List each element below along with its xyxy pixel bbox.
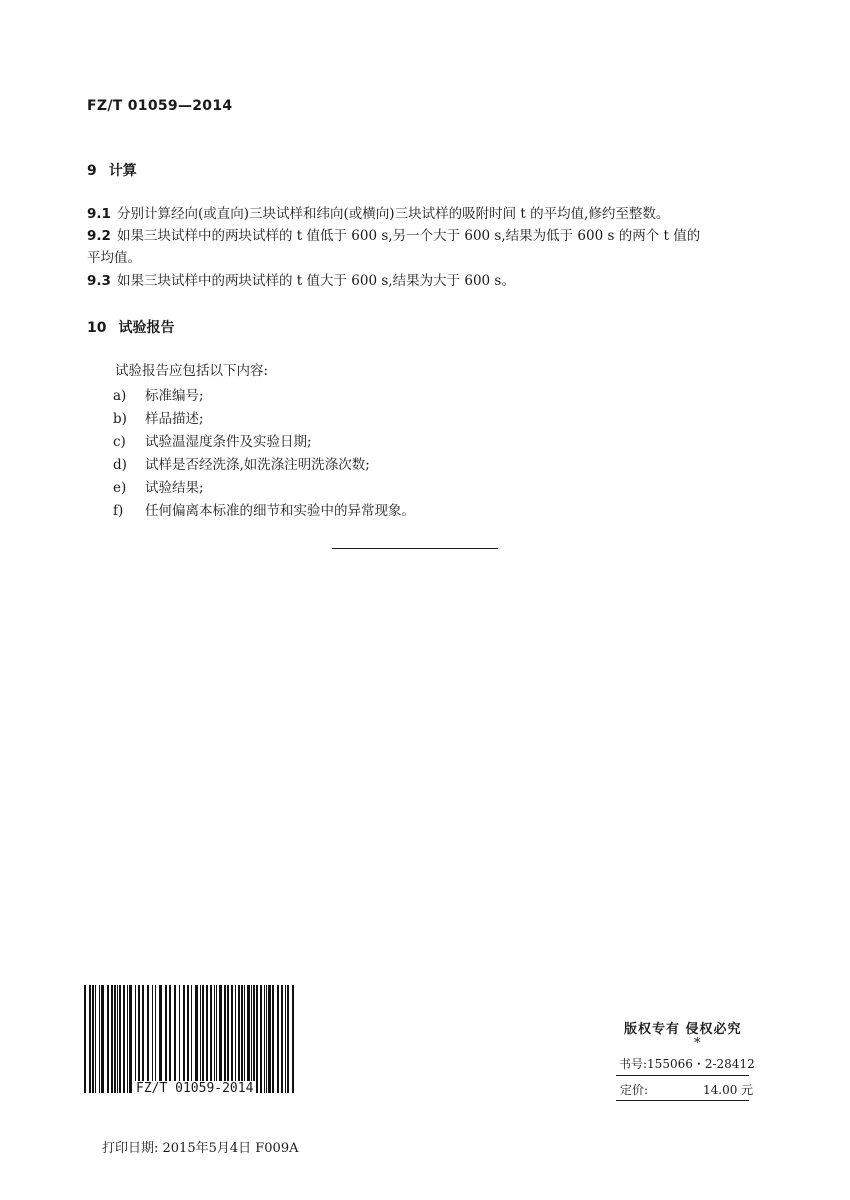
barcode-bar (241, 985, 243, 1093)
barcode-bar (247, 985, 250, 1093)
colophon-rule-top (616, 1075, 749, 1076)
list-marker: a) (113, 388, 127, 404)
barcode-bar (227, 985, 229, 1093)
barcode-bar (253, 985, 255, 1093)
barcode-bar (235, 985, 236, 1093)
barcode-bar (89, 985, 91, 1093)
barcode-bar (138, 985, 140, 1093)
barcode-bar (92, 985, 94, 1093)
barcode-bar (165, 985, 167, 1093)
barcode-bar (135, 985, 136, 1093)
copyright-notice: 版权专有 侵权必究 (624, 1022, 742, 1037)
barcode-bar (111, 985, 113, 1093)
barcode-bar (191, 985, 192, 1093)
barcode-bar (287, 985, 289, 1093)
list-item (113, 476, 204, 496)
barcode-bar (231, 985, 233, 1093)
paragraph-text: 如果三块试样中的两块试样的 t 值低于 600 s,另一个大于 600 s,结果为低于 600 s 的两个 t 值的 (117, 228, 701, 244)
barcode-bar (114, 985, 116, 1093)
standard-code: FZ/T 01059—2014 (87, 98, 233, 114)
barcode-bar (244, 985, 245, 1093)
barcode-bar (210, 985, 212, 1093)
barcode-bar (117, 985, 118, 1093)
book-number: 书号:155066・2-28412 (619, 1057, 755, 1071)
list-item (113, 384, 204, 404)
barcode-bar (123, 985, 125, 1093)
list-item (113, 430, 312, 450)
barcode-bar (277, 985, 279, 1093)
barcode-bar (174, 985, 176, 1093)
barcode-caption: FZ/T 01059-2014 (133, 1081, 256, 1096)
barcode-bar (195, 985, 198, 1093)
barcode-bar (266, 985, 267, 1093)
barcode-bar (159, 985, 162, 1093)
barcode-bar (119, 985, 121, 1093)
list-marker: e) (113, 480, 127, 496)
barcode-bar (264, 985, 265, 1093)
barcode-bar (169, 985, 171, 1093)
barcode-bar (238, 985, 240, 1093)
barcode-bar (202, 985, 204, 1093)
list-item (113, 407, 204, 427)
list-text: 试样是否经洗涤,如洗涤注明洗涤次数; (145, 457, 370, 473)
barcode-bar (219, 985, 222, 1093)
barcode-bar (155, 985, 156, 1093)
barcode-bar (200, 985, 201, 1093)
paragraph-9-2-continued: 平均值。 (87, 250, 141, 266)
barcode-bar (256, 985, 258, 1093)
barcode-bar (183, 985, 185, 1093)
list-text: 试验温湿度条件及实验日期; (145, 434, 312, 450)
list-text: 标准编号; (145, 388, 204, 404)
price-value: 14.00 元 (703, 1083, 754, 1097)
section-10-title: 试验报告 (118, 320, 175, 336)
barcode-bar (187, 985, 189, 1093)
barcode-bar (152, 985, 153, 1093)
colophon-rule-bottom (616, 1100, 749, 1101)
list-text: 任何偏离本标准的细节和实验中的异常现象。 (145, 503, 415, 519)
barcode-bar (272, 985, 274, 1093)
end-of-document-rule (332, 548, 498, 549)
barcode-bar (251, 985, 252, 1093)
barcode-bar (292, 985, 294, 1093)
barcode-bar (260, 985, 262, 1093)
barcode-bar (224, 985, 226, 1093)
barcode-bar (129, 985, 132, 1093)
barcode-bar (216, 985, 217, 1093)
barcode-bar (147, 985, 149, 1093)
barcode-bar (268, 985, 271, 1093)
paragraph-9-3 (87, 270, 515, 292)
paragraph-number: 9.1 (87, 206, 111, 222)
list-item (113, 499, 415, 519)
section-9-heading (87, 160, 137, 180)
list-text: 样品描述; (145, 411, 204, 427)
section-10-heading (87, 317, 174, 337)
barcode-bar (84, 985, 86, 1093)
barcode-bar (214, 985, 215, 1093)
paragraph-number: 9.3 (87, 273, 111, 289)
section-9-number: 9 (87, 163, 97, 179)
star-mark: * (694, 1036, 701, 1051)
price-label: 定价: (620, 1083, 649, 1097)
barcode-bar (99, 985, 100, 1093)
list-text: 试验结果; (145, 480, 204, 496)
barcode-bar (285, 985, 286, 1093)
paragraph-number: 9.2 (87, 228, 111, 244)
barcode-bar (281, 985, 283, 1093)
paragraph-text: 分别计算经向(或直向)三块试样和纬向(或横向)三块试样的吸附时间 t 的平均值,修约至整数。 (117, 206, 670, 222)
barcode-bar (95, 985, 96, 1093)
list-marker: b) (113, 411, 127, 427)
barcode-bar (206, 985, 208, 1093)
barcode-bar (101, 985, 104, 1093)
list-marker: c) (113, 434, 126, 450)
paragraph-9-1 (87, 203, 669, 225)
barcode-bar (179, 985, 180, 1093)
list-item (113, 453, 370, 473)
print-date: 打印日期: 2015年5月4日 F009A (102, 1141, 299, 1156)
list-marker: d) (113, 457, 127, 473)
section-10-number: 10 (87, 320, 107, 336)
section-9-title: 计算 (108, 163, 137, 179)
barcode-bar (142, 985, 144, 1093)
report-intro: 试验报告应包括以下内容: (115, 363, 269, 379)
barcode-bar (127, 985, 128, 1093)
paragraph-9-2 (87, 225, 700, 247)
list-marker: f) (113, 503, 124, 519)
barcode-bar (107, 985, 109, 1093)
paragraph-text: 如果三块试样中的两块试样的 t 值大于 600 s,结果为大于 600 s。 (117, 273, 515, 289)
